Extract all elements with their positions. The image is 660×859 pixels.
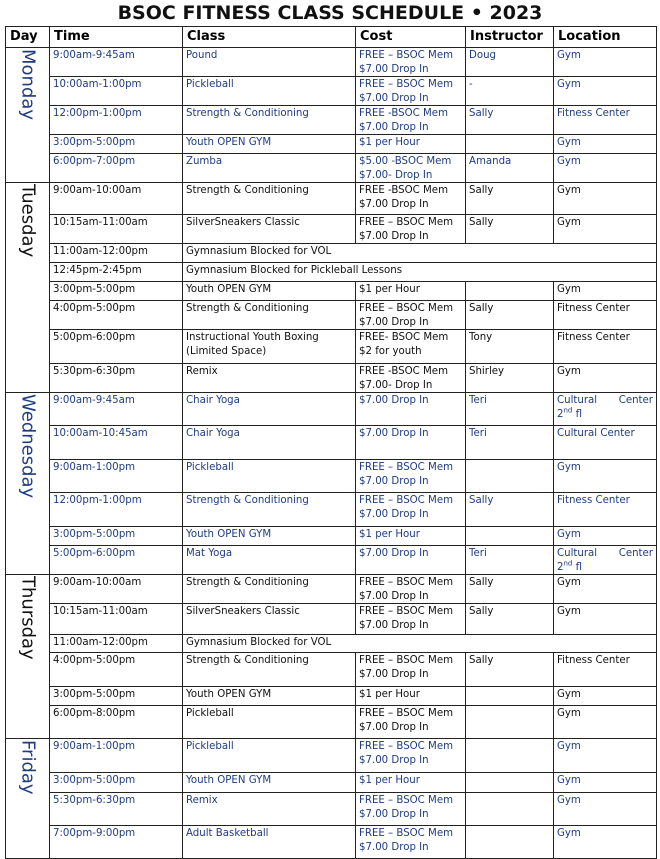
day-label: Thursday <box>17 576 39 660</box>
page-title: BSOC FITNESS CLASS SCHEDULE • 2023 <box>117 2 543 24</box>
cost-cell <box>356 460 466 493</box>
cost-line: FREE – BSOC Mem <box>359 303 454 314</box>
instructor-cell: Shirley <box>466 364 554 393</box>
cost-line: FREE – BSOC Mem <box>359 50 454 61</box>
time-cell: 12:45pm-2:45pm <box>50 263 183 282</box>
class-cell: Strength & Conditioning <box>183 183 356 215</box>
location-cell: Cultural Center <box>554 426 657 460</box>
location-cell <box>554 393 657 426</box>
header-row <box>6 27 657 48</box>
cost-cell <box>356 77 466 106</box>
class-cell: Youth OPEN GYM <box>183 135 356 154</box>
time-cell: 5:30pm-6:30pm <box>50 364 183 393</box>
table-row <box>6 527 657 546</box>
location-cell: Gym <box>554 154 657 183</box>
location-line: Cultural Center <box>557 548 653 559</box>
location-cell: Gym <box>554 687 657 706</box>
class-cell: Youth OPEN GYM <box>183 687 356 706</box>
cost-cell <box>356 653 466 687</box>
cost-cell <box>356 687 466 706</box>
instructor-cell: Amanda <box>466 154 554 183</box>
instructor-cell: Tony <box>466 330 554 364</box>
instructor-cell: Sally <box>466 653 554 687</box>
location-cell: Gym <box>554 282 657 301</box>
location-cell: Fitness Center <box>554 106 657 135</box>
location-cell <box>554 546 657 575</box>
table-row <box>6 739 657 773</box>
table-row <box>6 706 657 739</box>
cost-line: FREE- BSOC Mem <box>359 332 449 343</box>
location-cell: Gym <box>554 527 657 546</box>
header-cost: Cost <box>356 27 466 48</box>
cost-line: $7.00 Drop In <box>359 721 429 733</box>
instructor-cell <box>466 739 554 773</box>
cost-cell <box>356 575 466 604</box>
time-cell: 9:00am-10:00am <box>50 183 183 215</box>
location-cell: Fitness Center <box>554 493 657 527</box>
cost-line: $7.00 Drop In <box>359 92 429 104</box>
table-row <box>6 793 657 826</box>
table-row <box>6 653 657 687</box>
time-cell: 9:00am-9:45am <box>50 393 183 426</box>
time-cell: 5:00pm-6:00pm <box>50 546 183 575</box>
instructor-cell: Doug <box>466 48 554 77</box>
time-cell: 5:00pm-6:00pm <box>50 330 183 364</box>
cost-cell <box>356 154 466 183</box>
time-cell: 11:00am-12:00pm <box>50 635 183 653</box>
cost-line: $7.00 Drop In <box>359 121 429 133</box>
cost-line: FREE – BSOC Mem <box>359 495 454 506</box>
class-cell: Pickleball <box>183 77 356 106</box>
location-cell: Gym <box>554 773 657 793</box>
header-time: Time <box>50 27 183 48</box>
table-row <box>6 135 657 154</box>
instructor-cell: - <box>466 77 554 106</box>
location-floor: 2nd fl <box>557 406 583 420</box>
cost-cell <box>356 826 466 859</box>
cost-line: $7.00- Drop In <box>359 169 433 181</box>
instructor-cell <box>466 460 554 493</box>
cost-line: $7.00 Drop In <box>359 808 429 820</box>
time-cell: 10:00am-1:00pm <box>50 77 183 106</box>
class-cell: Pound <box>183 48 356 77</box>
time-cell: 6:00pm-8:00pm <box>50 706 183 739</box>
cost-cell <box>356 604 466 635</box>
cost-cell <box>356 546 466 575</box>
cost-cell <box>356 215 466 244</box>
day-label: Wednesday <box>17 394 39 499</box>
instructor-cell <box>466 773 554 793</box>
cost-line: $7.00 Drop In <box>359 230 429 242</box>
instructor-cell <box>466 135 554 154</box>
cost-line: $7.00 Drop In <box>359 428 429 439</box>
cost-line: FREE – BSOC Mem <box>359 606 454 617</box>
table-row <box>6 364 657 393</box>
cost-cell <box>356 426 466 460</box>
cost-line: FREE – BSOC Mem <box>359 79 454 90</box>
class-cell: SilverSneakers Classic <box>183 215 356 244</box>
cost-line: FREE -BSOC Mem <box>359 108 448 119</box>
instructor-cell: Sally <box>466 301 554 330</box>
table-row <box>6 393 657 426</box>
cost-line: $7.00 Drop In <box>359 63 429 75</box>
cost-line: $7.00 Drop In <box>359 668 429 680</box>
instructor-cell <box>466 793 554 826</box>
instructor-cell: Sally <box>466 215 554 244</box>
time-cell: 3:00pm-5:00pm <box>50 773 183 793</box>
cost-line: FREE – BSOC Mem <box>359 828 454 839</box>
instructor-cell: Teri <box>466 393 554 426</box>
class-cell: Remix <box>183 364 356 393</box>
cost-line: $1 per Hour <box>359 689 420 700</box>
cost-line: $7.00 Drop In <box>359 395 429 406</box>
class-cell: Youth OPEN GYM <box>183 527 356 546</box>
class-cell: Instructional Youth Boxing (Limited Space) <box>183 330 356 364</box>
cost-cell <box>356 393 466 426</box>
class-cell: Strength & Conditioning <box>183 653 356 687</box>
day-cell <box>6 393 50 575</box>
location-cell: Gym <box>554 460 657 493</box>
class-cell: Pickleball <box>183 460 356 493</box>
table-row <box>6 244 657 263</box>
time-cell: 3:00pm-5:00pm <box>50 282 183 301</box>
class-cell: Youth OPEN GYM <box>183 773 356 793</box>
table-row <box>6 215 657 244</box>
table-row <box>6 546 657 575</box>
cost-line: $7.00 Drop In <box>359 841 429 853</box>
cost-cell <box>356 135 466 154</box>
time-cell: 3:00pm-5:00pm <box>50 687 183 706</box>
time-cell: 5:30pm-6:30pm <box>50 793 183 826</box>
instructor-cell <box>466 687 554 706</box>
location-cell: Gym <box>554 135 657 154</box>
time-cell: 4:00pm-5:00pm <box>50 653 183 687</box>
table-row <box>6 77 657 106</box>
cost-cell <box>356 301 466 330</box>
location-cell: Gym <box>554 826 657 859</box>
table-row <box>6 460 657 493</box>
location-cell: Gym <box>554 77 657 106</box>
day-cell <box>6 575 50 739</box>
time-cell: 7:00pm-9:00pm <box>50 826 183 859</box>
instructor-cell <box>466 282 554 301</box>
time-cell: 10:15am-11:00am <box>50 215 183 244</box>
location-cell: Gym <box>554 604 657 635</box>
cost-line: $7.00 Drop In <box>359 508 429 520</box>
cost-cell <box>356 793 466 826</box>
cost-line: FREE – BSOC Mem <box>359 655 454 666</box>
time-cell: 9:00am-1:00pm <box>50 460 183 493</box>
cost-line: $1 per Hour <box>359 775 420 786</box>
class-cell: Mat Yoga <box>183 546 356 575</box>
time-cell: 10:15am-11:00am <box>50 604 183 635</box>
schedule-table <box>5 26 657 859</box>
location-cell: Gym <box>554 793 657 826</box>
location-cell: Gym <box>554 706 657 739</box>
table-row <box>6 426 657 460</box>
instructor-cell: Sally <box>466 106 554 135</box>
cost-cell <box>356 282 466 301</box>
header-instructor: Instructor <box>466 27 554 48</box>
class-cell: Chair Yoga <box>183 393 356 426</box>
table-row <box>6 575 657 604</box>
cost-cell <box>356 706 466 739</box>
cost-cell <box>356 330 466 364</box>
class-cell: SilverSneakers Classic <box>183 604 356 635</box>
instructor-cell: Teri <box>466 426 554 460</box>
location-cell: Fitness Center <box>554 653 657 687</box>
blocked-notice-cell: Gymnasium Blocked for VOL <box>183 244 657 263</box>
class-cell: Strength & Conditioning <box>183 575 356 604</box>
class-cell: Strength & Conditioning <box>183 106 356 135</box>
header-class: Class <box>183 27 356 48</box>
class-cell: Chair Yoga <box>183 426 356 460</box>
class-cell: Strength & Conditioning <box>183 301 356 330</box>
day-cell <box>6 183 50 393</box>
time-cell: 6:00pm-7:00pm <box>50 154 183 183</box>
cost-cell <box>356 183 466 215</box>
cost-line: $1 per Hour <box>359 137 420 148</box>
table-row <box>6 183 657 215</box>
day-label: Monday <box>17 49 39 121</box>
location-cell: Fitness Center <box>554 330 657 364</box>
cost-line: FREE -BSOC Mem <box>359 185 448 196</box>
cost-line: $2 for youth <box>359 345 422 357</box>
table-row <box>6 301 657 330</box>
cost-cell <box>356 364 466 393</box>
cost-cell <box>356 527 466 546</box>
location-cell: Gym <box>554 48 657 77</box>
time-cell: 9:00am-9:45am <box>50 48 183 77</box>
class-cell: Pickleball <box>183 706 356 739</box>
cost-line: $7.00 Drop In <box>359 316 429 328</box>
table-row <box>6 330 657 364</box>
time-cell: 4:00pm-5:00pm <box>50 301 183 330</box>
cost-line: FREE -BSOC Mem <box>359 366 448 377</box>
instructor-cell <box>466 706 554 739</box>
cost-line: $7.00 Drop In <box>359 590 429 602</box>
location-floor: 2nd fl <box>557 559 583 573</box>
time-cell: 12:00pm-1:00pm <box>50 493 183 527</box>
day-cell <box>6 48 50 183</box>
cost-line: $7.00 Drop In <box>359 198 429 210</box>
table-row <box>6 48 657 77</box>
table-row <box>6 154 657 183</box>
location-cell: Gym <box>554 183 657 215</box>
time-cell: 9:00am-10:00am <box>50 575 183 604</box>
table-row <box>6 773 657 793</box>
cost-cell <box>356 739 466 773</box>
instructor-cell <box>466 826 554 859</box>
table-row <box>6 604 657 635</box>
cost-cell <box>356 106 466 135</box>
cost-line: $7.00 Drop In <box>359 754 429 766</box>
cost-line: $5.00 -BSOC Mem <box>359 156 452 167</box>
instructor-cell: Sally <box>466 493 554 527</box>
blocked-notice-cell: Gymnasium Blocked for VOL <box>183 635 657 653</box>
blocked-notice-cell: Gymnasium Blocked for Pickleball Lessons <box>183 263 657 282</box>
class-cell: Zumba <box>183 154 356 183</box>
class-cell: Remix <box>183 793 356 826</box>
location-cell: Gym <box>554 575 657 604</box>
cost-line: FREE – BSOC Mem <box>359 217 454 228</box>
table-row <box>6 493 657 527</box>
location-cell: Gym <box>554 739 657 773</box>
time-cell: 3:00pm-5:00pm <box>50 527 183 546</box>
table-row <box>6 263 657 282</box>
cost-line: FREE – BSOC Mem <box>359 741 454 752</box>
cost-cell <box>356 48 466 77</box>
cost-line: $7.00 Drop In <box>359 548 429 559</box>
header-location: Location <box>554 27 657 48</box>
class-cell: Strength & Conditioning <box>183 493 356 527</box>
location-line: Cultural Center <box>557 395 653 406</box>
cost-line: $7.00 Drop In <box>359 619 429 631</box>
table-row <box>6 826 657 859</box>
cost-line: FREE – BSOC Mem <box>359 795 454 806</box>
instructor-cell: Sally <box>466 575 554 604</box>
time-cell: 9:00am-1:00pm <box>50 739 183 773</box>
class-cell: Youth OPEN GYM <box>183 282 356 301</box>
cost-line: $7.00- Drop In <box>359 379 433 391</box>
cost-line: $1 per Hour <box>359 284 420 295</box>
day-cell <box>6 739 50 859</box>
time-cell: 11:00am-12:00pm <box>50 244 183 263</box>
instructor-cell: Sally <box>466 183 554 215</box>
instructor-cell: Teri <box>466 546 554 575</box>
class-cell: Pickleball <box>183 739 356 773</box>
location-cell: Gym <box>554 364 657 393</box>
location-cell: Fitness Center <box>554 301 657 330</box>
cost-line: FREE – BSOC Mem <box>359 708 454 719</box>
location-cell: Gym <box>554 215 657 244</box>
instructor-cell <box>466 527 554 546</box>
time-cell: 3:00pm-5:00pm <box>50 135 183 154</box>
day-label: Tuesday <box>17 184 39 258</box>
class-cell: Adult Basketball <box>183 826 356 859</box>
cost-line: $7.00 Drop In <box>359 475 429 487</box>
schedule-body <box>6 48 657 859</box>
cost-line: FREE – BSOC Mem <box>359 577 454 588</box>
table-row <box>6 106 657 135</box>
table-row <box>6 635 657 653</box>
time-cell: 10:00am-10:45am <box>50 426 183 460</box>
table-row <box>6 282 657 301</box>
instructor-cell: Sally <box>466 604 554 635</box>
time-cell: 12:00pm-1:00pm <box>50 106 183 135</box>
cost-line: $1 per Hour <box>359 529 420 540</box>
cost-line: FREE – BSOC Mem <box>359 462 454 473</box>
day-label: Friday <box>17 740 39 795</box>
cost-cell <box>356 773 466 793</box>
cost-cell <box>356 493 466 527</box>
header-day: Day <box>6 27 50 48</box>
table-row <box>6 687 657 706</box>
